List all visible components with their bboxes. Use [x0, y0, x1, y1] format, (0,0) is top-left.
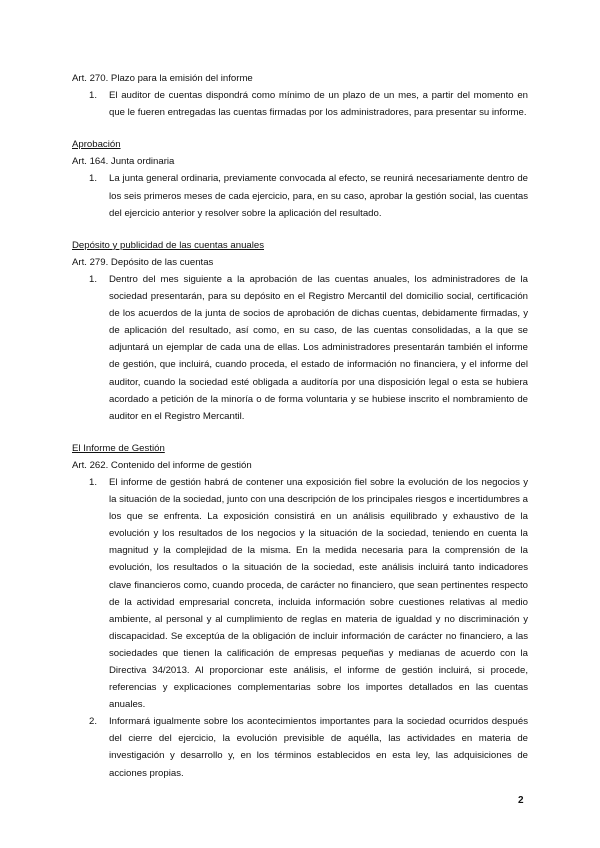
article-title: Art. 164. Junta ordinaria — [72, 156, 175, 168]
numbered-list — [72, 87, 528, 121]
list-item — [72, 474, 528, 713]
section-heading: Depósito y publicidad de las cuentas anuales — [72, 239, 265, 251]
numbered-list — [72, 474, 528, 782]
section-aprobacion — [72, 136, 528, 221]
list-item-text: El informe de gestión habrá de contener una exposición fiel sobre la evolución de los negocios y la situación de la sociedad, junto con una descripción de los principales riesgos e incertidumbres a los que se enfrenta. La exposición consistirá en un análisis equilibrado y exhaustivo de la evolución y los resultados de los negocios y la situación de la sociedad, teniendo en cuenta la magnitud y la complejidad de la misma. En la medida necesaria para la comprensión de la evolución, los resultados o la situación de la sociedad, este análisis incluirá tanto indicadores clave financieros como, cuando proceda, de carácter no financiero, que sean pertinentes respecto de la actividad empresarial concreta, incluida información sobre cuestiones relativas al medio ambiente, al personal y al cumplimiento de reglas en materia de igualdad y no discriminación y discapacidad. Se exceptúa de la obligación de incluir información de carácter no financiero, a las sociedades que tienen la calificación de empresas pequeñas y medianas de acuerdo con la Directiva 34/2013. Al proporcionar este análisis, el informe de gestión incluirá, si procede, referencias y explicaciones complementarias sobre los importes detallados en las cuentas anuales. — [109, 476, 528, 711]
list-item — [72, 271, 528, 425]
article-title: Art. 270. Plazo para la emisión del informe — [72, 73, 253, 84]
section-plazo-informe — [72, 70, 528, 121]
article-title: Art. 262. Contenido del informe de gestión — [72, 459, 252, 471]
list-item-number: 1. — [89, 273, 98, 285]
list-item — [72, 170, 528, 221]
list-item — [72, 713, 528, 781]
list-item-number: 1. — [89, 476, 98, 488]
list-item-number: 1. — [89, 90, 98, 102]
list-item-text: El auditor de cuentas dispondrá como mínimo de un plazo de un mes, a partir del momento en que le fueren entregadas las cuentas firmadas por los administradores, para presentar su informe. — [109, 90, 528, 119]
section-heading: El Informe de Gestión — [72, 442, 165, 454]
list-item-text: Informará igualmente sobre los acontecimientos importantes para la sociedad ocurridos después del cierre del ejercicio, la evolución previsible de aquélla, las actividades en materia de investigación y desarrollo y, en los términos establecidos en esta ley, las adquisiciones de acciones propias. — [109, 716, 528, 779]
list-item — [72, 87, 528, 121]
list-item-number: 1. — [89, 173, 98, 185]
list-item-text: La junta general ordinaria, previamente convocada al efecto, se reunirá necesariamente dentro de los seis primeros meses de cada ejercicio, para, en su caso, aprobar la gestión social, las cuentas del ejercicio anterior y resolver sobre la aplicación del resultado. — [109, 173, 528, 219]
list-item-text: Dentro del mes siguiente a la aprobación de las cuentas anuales, los administradores de la sociedad presentarán, para su depósito en el Registro Mercantil del domicilio social, certificación de los acuerdos de la junta de socios de aprobación de dichas cuentas, debidamente firmadas, y de aplicación del resultado, así como, en su caso, de las cuentas consolidadas, a la que se adjuntará un ejemplar de cada una de ellas. Los administradores presentarán también el informe de gestión, que incluirá, cuando proceda, el estado de información no financiera, y el informe del auditor, cuando la sociedad esté obligada a auditoría por una disposición legal o esta se hubiera acordado a petición de la minoría o de forma voluntaria y se hubiese inscrito el nombramiento de auditor en el Registro Mercantil. — [109, 273, 528, 422]
list-item-number: 2. — [89, 716, 98, 728]
section-heading: Aprobación — [72, 139, 121, 151]
document-page — [72, 70, 528, 797]
article-title: Art. 279. Depósito de las cuentas — [72, 256, 214, 268]
numbered-list — [72, 271, 528, 425]
numbered-list — [72, 170, 528, 221]
page-number: 2 — [518, 795, 524, 806]
section-informe-gestion — [72, 440, 528, 782]
section-deposito — [72, 237, 528, 425]
